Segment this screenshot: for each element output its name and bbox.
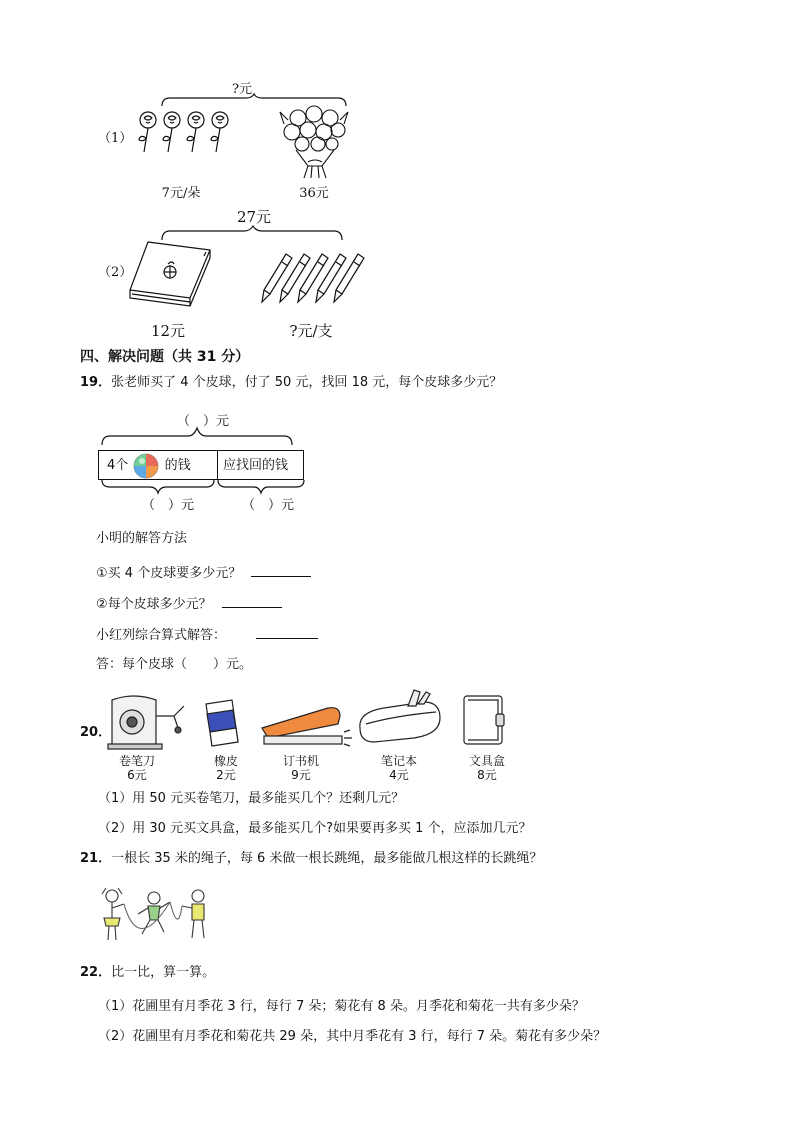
q19-combined-answer-blank[interactable] (256, 624, 318, 639)
eraser-icon (202, 698, 242, 750)
item-name-stapler: 订书机 (282, 754, 319, 768)
q22-question (80, 964, 215, 982)
q19-left-suffix: 的钱 (164, 458, 191, 473)
q19-top-label: （ ）元 (176, 414, 229, 429)
q18-part1 (0, 0, 794, 200)
q19-text: 张老师买了 4 个皮球，付了 50 元，找回 18 元，每个皮球多少元？ (111, 375, 503, 390)
q19-bottom-brace-left (100, 480, 218, 494)
q19-step1-text: ①买 4 个皮球要多少元？ (96, 566, 242, 581)
q18-part2-book-price: 12元 (150, 322, 186, 340)
q19-combined (96, 624, 318, 645)
q18-part1-bouquet-price: 36元 (299, 186, 329, 201)
item-name-eraser: 橡皮 (213, 754, 238, 768)
q19-right-cell: 应找回的钱 (223, 458, 289, 473)
q19-number: 19． (80, 375, 112, 390)
q19-step1 (96, 562, 311, 583)
pencil-case-icon (354, 688, 442, 750)
stapler-icon (258, 702, 354, 748)
item-name-sharpener: 卷笔刀 (118, 754, 155, 768)
q22-title: 比一比，算一算。 (111, 965, 216, 980)
q19-left-cell (107, 451, 215, 481)
item-price-notebook: 4元 (389, 768, 409, 782)
q19-bottom-brace-right (218, 480, 306, 494)
q19-diagram (98, 404, 308, 514)
q22-number: 22． (80, 965, 112, 980)
q19-step2-answer-blank[interactable] (222, 593, 282, 608)
q19-bottom-right-label: （ ）元 (241, 498, 294, 513)
q18-part1-total-label: ?元 (232, 82, 252, 97)
q19-method-title: 小明的解答方法 (96, 531, 188, 546)
q19-left-prefix: 4个 (107, 458, 129, 473)
q19-step1-answer-blank[interactable] (251, 562, 311, 577)
item-price-sharpener: 6元 (127, 768, 147, 782)
q21-text: 一根长 35 米的绳子，每 6 米做一根长跳绳，最多能做几根这样的长跳绳？ (111, 851, 543, 866)
q21-question (80, 850, 542, 868)
section-title: 四、解决问题（共 31 分） (80, 349, 250, 365)
q21-number: 21． (80, 851, 112, 866)
rose-icon-group (132, 110, 242, 158)
ball-icon (132, 452, 160, 480)
q20-number: 20． (80, 725, 112, 740)
q19-step2-text: ②每个皮球多少元？ (96, 597, 212, 612)
stationery-row (98, 688, 528, 784)
q22-sub1: （1）花圃里有月季花 3 行，每行 7 朵；菊花有 8 朵。月季花和菊花一共有多少朵？ (98, 999, 585, 1014)
book-icon (128, 240, 212, 308)
item-price-pencil-box: 8元 (477, 768, 497, 782)
q18-part1-index: （1） (98, 131, 133, 146)
item-name-notebook: 笔记本 (380, 754, 417, 768)
q18-part1-price-each: 7元/朵 (161, 186, 201, 201)
q20-sub1: （1）用 50 元买卷笔刀，最多能买几个？还剩几元？ (98, 791, 405, 806)
q19-divider (217, 451, 218, 479)
item-name-pencil-box: 文具盒 (468, 754, 505, 768)
item-price-stapler: 9元 (291, 768, 311, 782)
bouquet-icon (278, 104, 350, 180)
q18-part2-index: （2） (98, 265, 133, 280)
q19-step2 (96, 593, 282, 614)
q18-part2-pen-price: ?元/支 (289, 322, 333, 340)
q19-combined-text: 小红列综合算式解答： (96, 628, 227, 643)
jump-rope-children-icon (98, 884, 218, 946)
q19-top-brace (100, 428, 294, 446)
q19-question (80, 374, 502, 392)
q22-sub2: （2）花圃里有月季花和菊花共 29 朵，其中月季花有 3 行，每行 7 朵。菊花有多少朵？ (98, 1029, 607, 1044)
notebook-icon (460, 694, 508, 748)
item-price-eraser: 2元 (216, 768, 236, 782)
q18-part2 (0, 200, 794, 345)
q18-part2-total-label: 27元 (236, 208, 272, 226)
q19-bar (98, 450, 304, 480)
sharpener-icon (104, 692, 188, 750)
pen-icon-group (258, 252, 368, 308)
q19-answer: 答：每个皮球（ ）元。 (96, 657, 253, 672)
q19-bottom-left-label: （ ）元 (141, 498, 194, 513)
q20-sub2: （2）用 30 元买文具盒，最多能买几个?如果要再多买 1 个，应添加几元？ (98, 821, 532, 836)
